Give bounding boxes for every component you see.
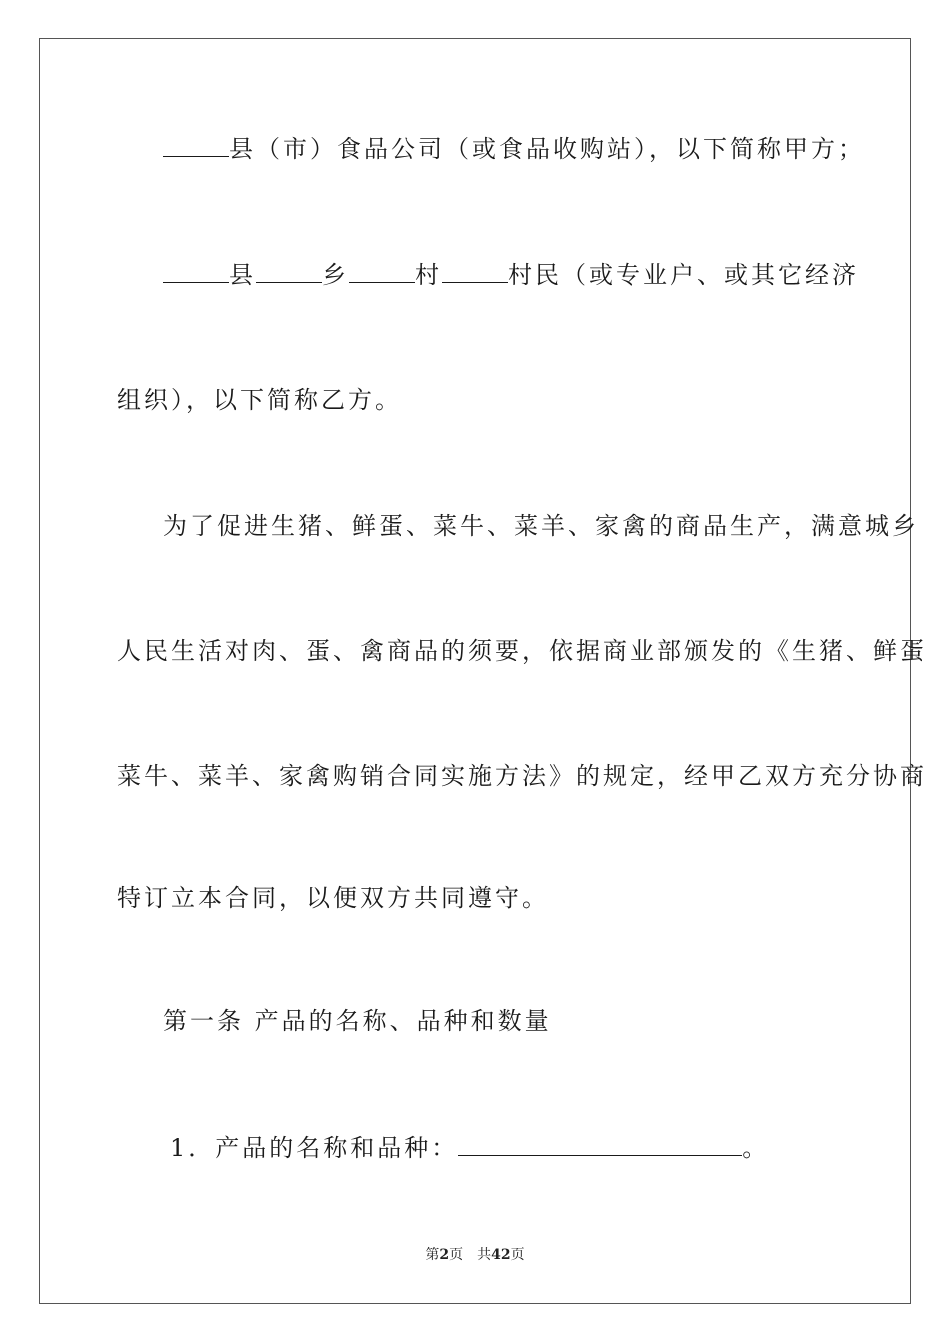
township-label: 乡	[322, 261, 349, 289]
blank-field	[163, 134, 229, 157]
paragraph-line: 特订立本合同，以便双方共同遵守。	[117, 884, 549, 912]
article-heading: 第一条 产品的名称、品种和数量	[163, 1007, 552, 1035]
party-a-text: 县（市）食品公司（或食品收购站），以下简称甲方；	[229, 135, 865, 163]
footer-page-prefix: 第	[425, 1247, 440, 1263]
footer-page-mid: 页	[449, 1247, 464, 1263]
page-frame	[39, 38, 927, 1304]
party-b-line	[163, 260, 859, 290]
page-footer	[0, 1246, 950, 1264]
blank-field	[163, 260, 229, 283]
footer-page-total: 42	[491, 1247, 511, 1263]
paragraph-line: 菜牛、菜羊、家禽购销合同实施方法》的规定，经甲乙双方充分协商	[117, 762, 927, 790]
item-end: 。	[742, 1134, 770, 1162]
paragraph-line: 为了促进生猪、鲜蛋、菜牛、菜羊、家禽的商品生产，满意城乡	[163, 512, 919, 540]
party-a-line	[163, 134, 865, 164]
blank-field	[442, 260, 508, 283]
blank-field	[256, 260, 322, 283]
villager-label: 村民（或专业户、或其它经济	[508, 261, 859, 289]
item-line	[170, 1133, 886, 1163]
village-label: 村	[415, 261, 442, 289]
item-label: 1．产品的名称和品种：	[170, 1134, 459, 1162]
party-b-line-cont: 组织），以下简称乙方。	[117, 386, 402, 414]
footer-total-prefix: 共	[477, 1247, 492, 1263]
blank-field	[349, 260, 415, 283]
blank-field	[458, 1133, 742, 1156]
footer-page-current: 2	[439, 1247, 450, 1263]
footer-total-suffix: 页	[510, 1247, 525, 1263]
county-label: 县	[229, 261, 256, 289]
paragraph-line: 人民生活对肉、蛋、禽商品的须要，依据商业部颁发的《生猪、鲜蛋	[117, 637, 927, 665]
